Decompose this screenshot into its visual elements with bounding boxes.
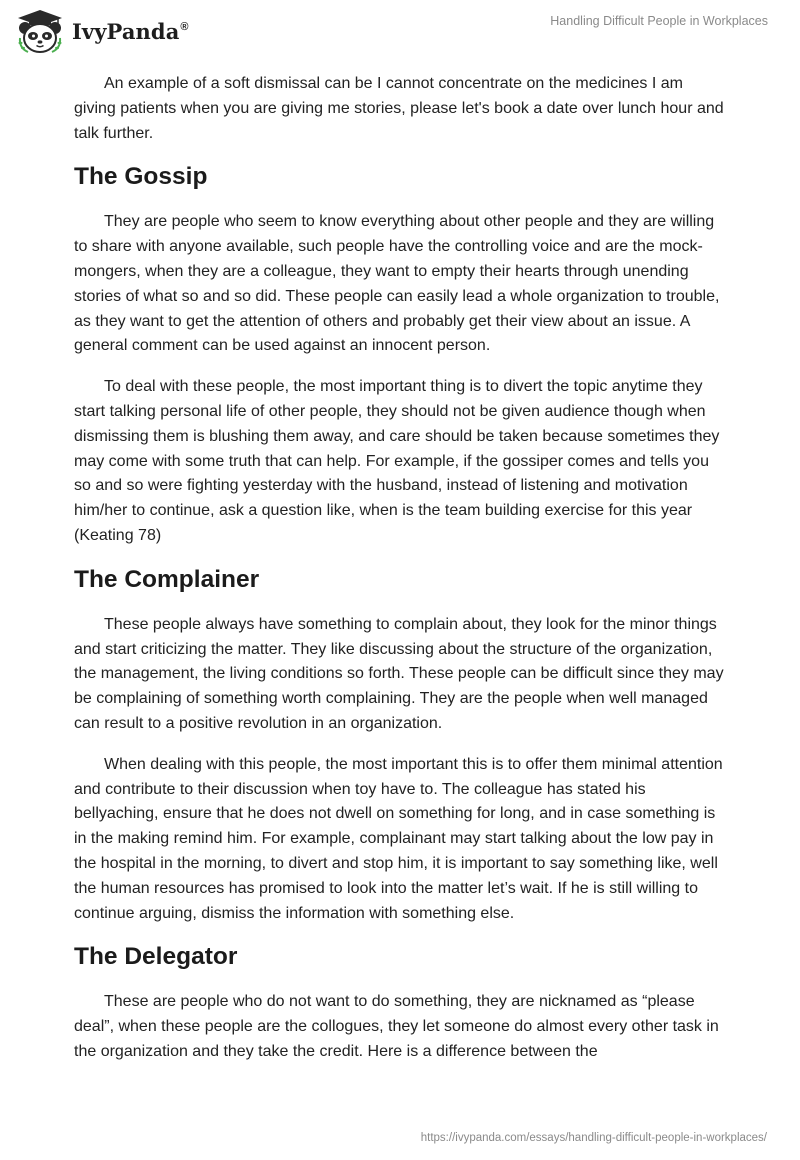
document-title: Handling Difficult People in Workplaces — [550, 14, 768, 28]
brand-logo[interactable] — [14, 8, 189, 54]
section-heading-complainer: The Complainer — [74, 565, 260, 593]
brand-name: IvyPanda® — [72, 18, 189, 44]
section-heading-delegator: The Delegator — [74, 943, 238, 971]
footer-url[interactable]: https://ivypanda.com/essays/handling-difficult-people-in-workplaces/ — [420, 1132, 767, 1144]
panda-graduate-icon — [14, 8, 66, 54]
page-header — [0, 0, 800, 60]
section-heading-gossip: The Gossip — [74, 163, 208, 191]
paragraph: They are people who seem to know everything about other people and they are willing to share with anyone available, such people have the controlling voice and are the mock-mongers, when they are a colleague, they want to empty their hearts through unending stories of what so and so did. These people can easily lead a whole organization to trouble, as they want to get the attention of others and probably get their view about an issue. A general comment can be used against an innocent person. — [74, 213, 720, 355]
paragraph: When dealing with this people, the most important this is to offer them minimal attention and contribute to their discussion when toy have to. The colleague has stated his bellyaching, ensure that he does not dwell on something for long, and in case something is in the making remind him. For example, complainant may start talking about the low pay in the hospital in the morning, to divert and stop him, it is important to say something like, well the human resources has promised to look into the matter let’s wait. If he is still willing to continue arguing, dismiss the information with something else. — [74, 755, 723, 922]
paragraph: These people always have something to complain about, they look for the minor things and start criticizing the matter. They like discussing about the structure of the organization, the management, the living conditions so forth. These people can be difficult since they may be complaining of something worth complaining. They are the people when well managed can result to a positive revolution in an organization. — [74, 615, 724, 732]
essay-body — [74, 72, 726, 1081]
paragraph: To deal with these people, the most important thing is to divert the topic anytime they start talking personal life of other people, they should not be given audience though when dismissing them is blushing them away, and care should be taken because sometimes they may come with some truth that can help. For example, if the gossiper comes and tells you so and so were fighting yesterday with the husband, instead of listening and motivation him/her to continue, ask a question like, when is the team building exercise for this year (Keating 78) — [74, 378, 720, 544]
paragraph: These are people who do not want to do something, they are nicknamed as “please deal”, when these people are the collogues, they let someone do almost every other task in the organization and they take the credit. Here is a difference between the — [74, 993, 719, 1060]
paragraph: An example of a soft dismissal can be I cannot concentrate on the medicines I am giving patients when you are giving me stories, please let's book a date over lunch hour and talk further. — [74, 75, 724, 142]
